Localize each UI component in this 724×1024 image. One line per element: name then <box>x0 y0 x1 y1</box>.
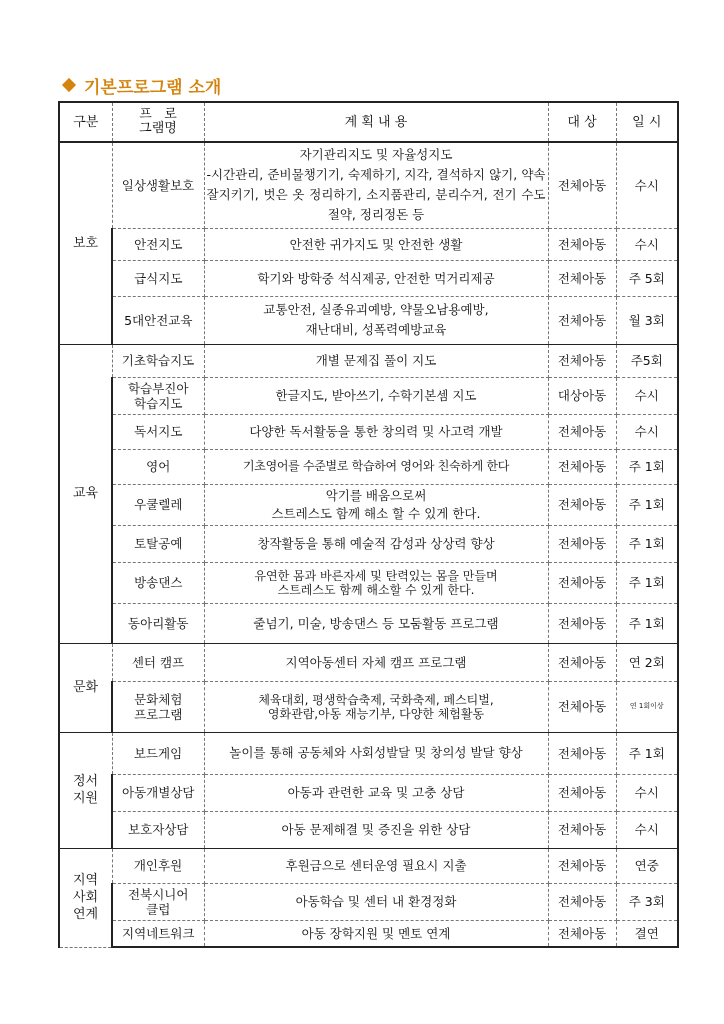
program-cell: 기초학습지도 <box>112 344 204 377</box>
program-cell: 센터 캠프 <box>112 643 204 681</box>
target-cell: 전체아동 <box>548 414 616 449</box>
category-emotion: 정서 지원 <box>59 732 112 848</box>
section-title <box>60 73 221 97</box>
program-cell: 전북시니어 클럽 <box>112 883 204 920</box>
table-row <box>59 603 678 643</box>
plan-cell: 기초영어를 수준별로 학습하여 영어와 친숙하게 한다 <box>204 449 548 484</box>
table-row <box>59 883 678 920</box>
schedule-cell: 연 1회이상 <box>616 681 678 732</box>
plan-cell: 개별 문제집 풀이 지도 <box>204 344 548 377</box>
table-row <box>59 732 678 774</box>
schedule-cell: 수시 <box>616 377 678 414</box>
plan-cell: 학기와 방학중 석식제공, 안전한 먹거리제공 <box>204 260 548 296</box>
target-cell: 전체아동 <box>548 260 616 296</box>
plan-cell: 다양한 독서활동을 통한 창의력 및 사고력 개발 <box>204 414 548 449</box>
table-row <box>59 228 678 260</box>
table-row <box>59 296 678 344</box>
target-cell: 전체아동 <box>548 811 616 848</box>
diamond-bullet-icon <box>62 78 76 92</box>
program-cell: 보호자상담 <box>112 811 204 848</box>
header-program-line2: 그램명 <box>139 121 177 136</box>
target-cell: 전체아동 <box>548 296 616 344</box>
program-cell: 개인후원 <box>112 848 204 883</box>
program-cell: 아동개별상담 <box>112 774 204 811</box>
table-header-row <box>59 102 678 142</box>
target-cell: 전체아동 <box>548 603 616 643</box>
plan-cell: 아동과 관련한 교육 및 고충 상담 <box>204 774 548 811</box>
schedule-cell: 주 1회 <box>616 449 678 484</box>
program-cell: 5대안전교육 <box>112 296 204 344</box>
header-program-line1: 프 로 <box>139 107 177 122</box>
plan-cell: 아동학습 및 센터 내 환경정화 <box>204 883 548 920</box>
target-cell: 전체아동 <box>548 484 616 525</box>
program-cell: 지역네트워크 <box>112 920 204 947</box>
program-cell: 안전지도 <box>112 228 204 260</box>
program-cell: 독서지도 <box>112 414 204 449</box>
target-cell: 전체아동 <box>548 732 616 774</box>
plan-cell: 악기를 배움으로써 스트레스도 함께 해소 할 수 있게 한다. <box>204 484 548 525</box>
target-cell: 전체아동 <box>548 142 616 228</box>
plan-heading: 자기관리지도 및 자율성지도 <box>299 147 453 163</box>
table-row <box>59 811 678 848</box>
header-program <box>112 102 204 142</box>
table-row <box>59 142 678 228</box>
target-cell: 전체아동 <box>548 562 616 603</box>
plan-detail: -시간관리, 준비물챙기기, 숙제하기, 지각, 결석하지 않기, 약속잘지키기, 벗은 옷 정리하기, 소지품관리, 분리수거, 전기 수도 절약, 정리정돈 등 <box>206 167 546 223</box>
program-cell: 일상생활보호 <box>112 142 204 228</box>
category-education: 교육 <box>59 344 112 643</box>
target-cell: 전체아동 <box>548 848 616 883</box>
target-cell: 전체아동 <box>548 883 616 920</box>
table-row <box>59 377 678 414</box>
target-cell: 전체아동 <box>548 344 616 377</box>
schedule-cell: 주 1회 <box>616 603 678 643</box>
section-title-text: 기본프로그램 소개 <box>84 77 222 98</box>
plan-cell: 놀이를 통해 공동체와 사회성발달 및 창의성 발달 향상 <box>204 732 548 774</box>
schedule-cell: 주 3회 <box>616 883 678 920</box>
header-category: 구분 <box>59 102 112 142</box>
plan-cell: 줄넘기, 미술, 방송댄스 등 모둠활동 프로그램 <box>204 603 548 643</box>
table-row <box>59 920 678 947</box>
table-row <box>59 449 678 484</box>
schedule-cell: 주 5회 <box>616 260 678 296</box>
table-row <box>59 525 678 562</box>
plan-cell: 창작활동을 통해 예술적 감성과 상상력 향상 <box>204 525 548 562</box>
program-cell: 학습부진아 학습지도 <box>112 377 204 414</box>
target-cell: 전체아동 <box>548 449 616 484</box>
program-cell: 방송댄스 <box>112 562 204 603</box>
category-protect: 보호 <box>59 142 112 344</box>
plan-cell <box>204 142 548 228</box>
schedule-cell: 연 2회 <box>616 643 678 681</box>
schedule-cell: 수시 <box>616 811 678 848</box>
schedule-cell: 주5회 <box>616 344 678 377</box>
plan-cell: 아동 문제해결 및 증진을 위한 상담 <box>204 811 548 848</box>
plan-cell: 아동 장학지원 및 멘토 연계 <box>204 920 548 947</box>
program-cell: 급식지도 <box>112 260 204 296</box>
program-cell: 우쿨렐레 <box>112 484 204 525</box>
category-community: 지역 사회 연계 <box>59 848 112 947</box>
program-table <box>58 101 679 948</box>
table-row <box>59 260 678 296</box>
program-cell: 보드게임 <box>112 732 204 774</box>
target-cell: 전체아동 <box>548 228 616 260</box>
schedule-cell: 수시 <box>616 142 678 228</box>
table-row <box>59 681 678 732</box>
program-cell: 문화체험 프로그램 <box>112 681 204 732</box>
plan-cell: 한글지도, 받아쓰기, 수학기본셈 지도 <box>204 377 548 414</box>
target-cell: 전체아동 <box>548 525 616 562</box>
plan-cell: 지역아동센터 자체 캠프 프로그램 <box>204 643 548 681</box>
plan-cell: 안전한 귀가지도 및 안전한 생활 <box>204 228 548 260</box>
plan-cell: 유연한 몸과 바른자세 및 탄력있는 몸을 만들며 스트레스도 함께 해소할 수 있게 한다. <box>204 562 548 603</box>
plan-cell: 교통안전, 실종유괴예방, 약물오남용예방, 재난대비, 성폭력예방교육 <box>204 296 548 344</box>
program-cell: 영어 <box>112 449 204 484</box>
table-row <box>59 774 678 811</box>
plan-cell: 체육대회, 평생학습축제, 국화축제, 페스티벌, 영화관람,아동 재능기부, 다양한 체험활동 <box>204 681 548 732</box>
schedule-cell: 연중 <box>616 848 678 883</box>
category-culture: 문화 <box>59 643 112 732</box>
target-cell: 전체아동 <box>548 643 616 681</box>
table-row <box>59 562 678 603</box>
target-cell: 전체아동 <box>548 681 616 732</box>
schedule-cell: 주 1회 <box>616 732 678 774</box>
target-cell: 대상아동 <box>548 377 616 414</box>
target-cell: 전체아동 <box>548 920 616 947</box>
header-schedule: 일 시 <box>616 102 678 142</box>
schedule-cell: 주 1회 <box>616 525 678 562</box>
schedule-cell: 월 3회 <box>616 296 678 344</box>
plan-cell: 후원금으로 센터운영 필요시 지출 <box>204 848 548 883</box>
target-cell: 전체아동 <box>548 774 616 811</box>
program-cell: 토탈공예 <box>112 525 204 562</box>
table-row <box>59 414 678 449</box>
schedule-cell: 수시 <box>616 228 678 260</box>
header-target: 대 상 <box>548 102 616 142</box>
schedule-cell: 수시 <box>616 414 678 449</box>
schedule-cell: 수시 <box>616 774 678 811</box>
schedule-cell: 주 1회 <box>616 562 678 603</box>
schedule-cell: 결연 <box>616 920 678 947</box>
table-row <box>59 643 678 681</box>
program-cell: 동아리활동 <box>112 603 204 643</box>
table-row <box>59 344 678 377</box>
table-row <box>59 484 678 525</box>
table-row <box>59 848 678 883</box>
header-plan: 계 획 내 용 <box>204 102 548 142</box>
schedule-cell: 주 1회 <box>616 484 678 525</box>
